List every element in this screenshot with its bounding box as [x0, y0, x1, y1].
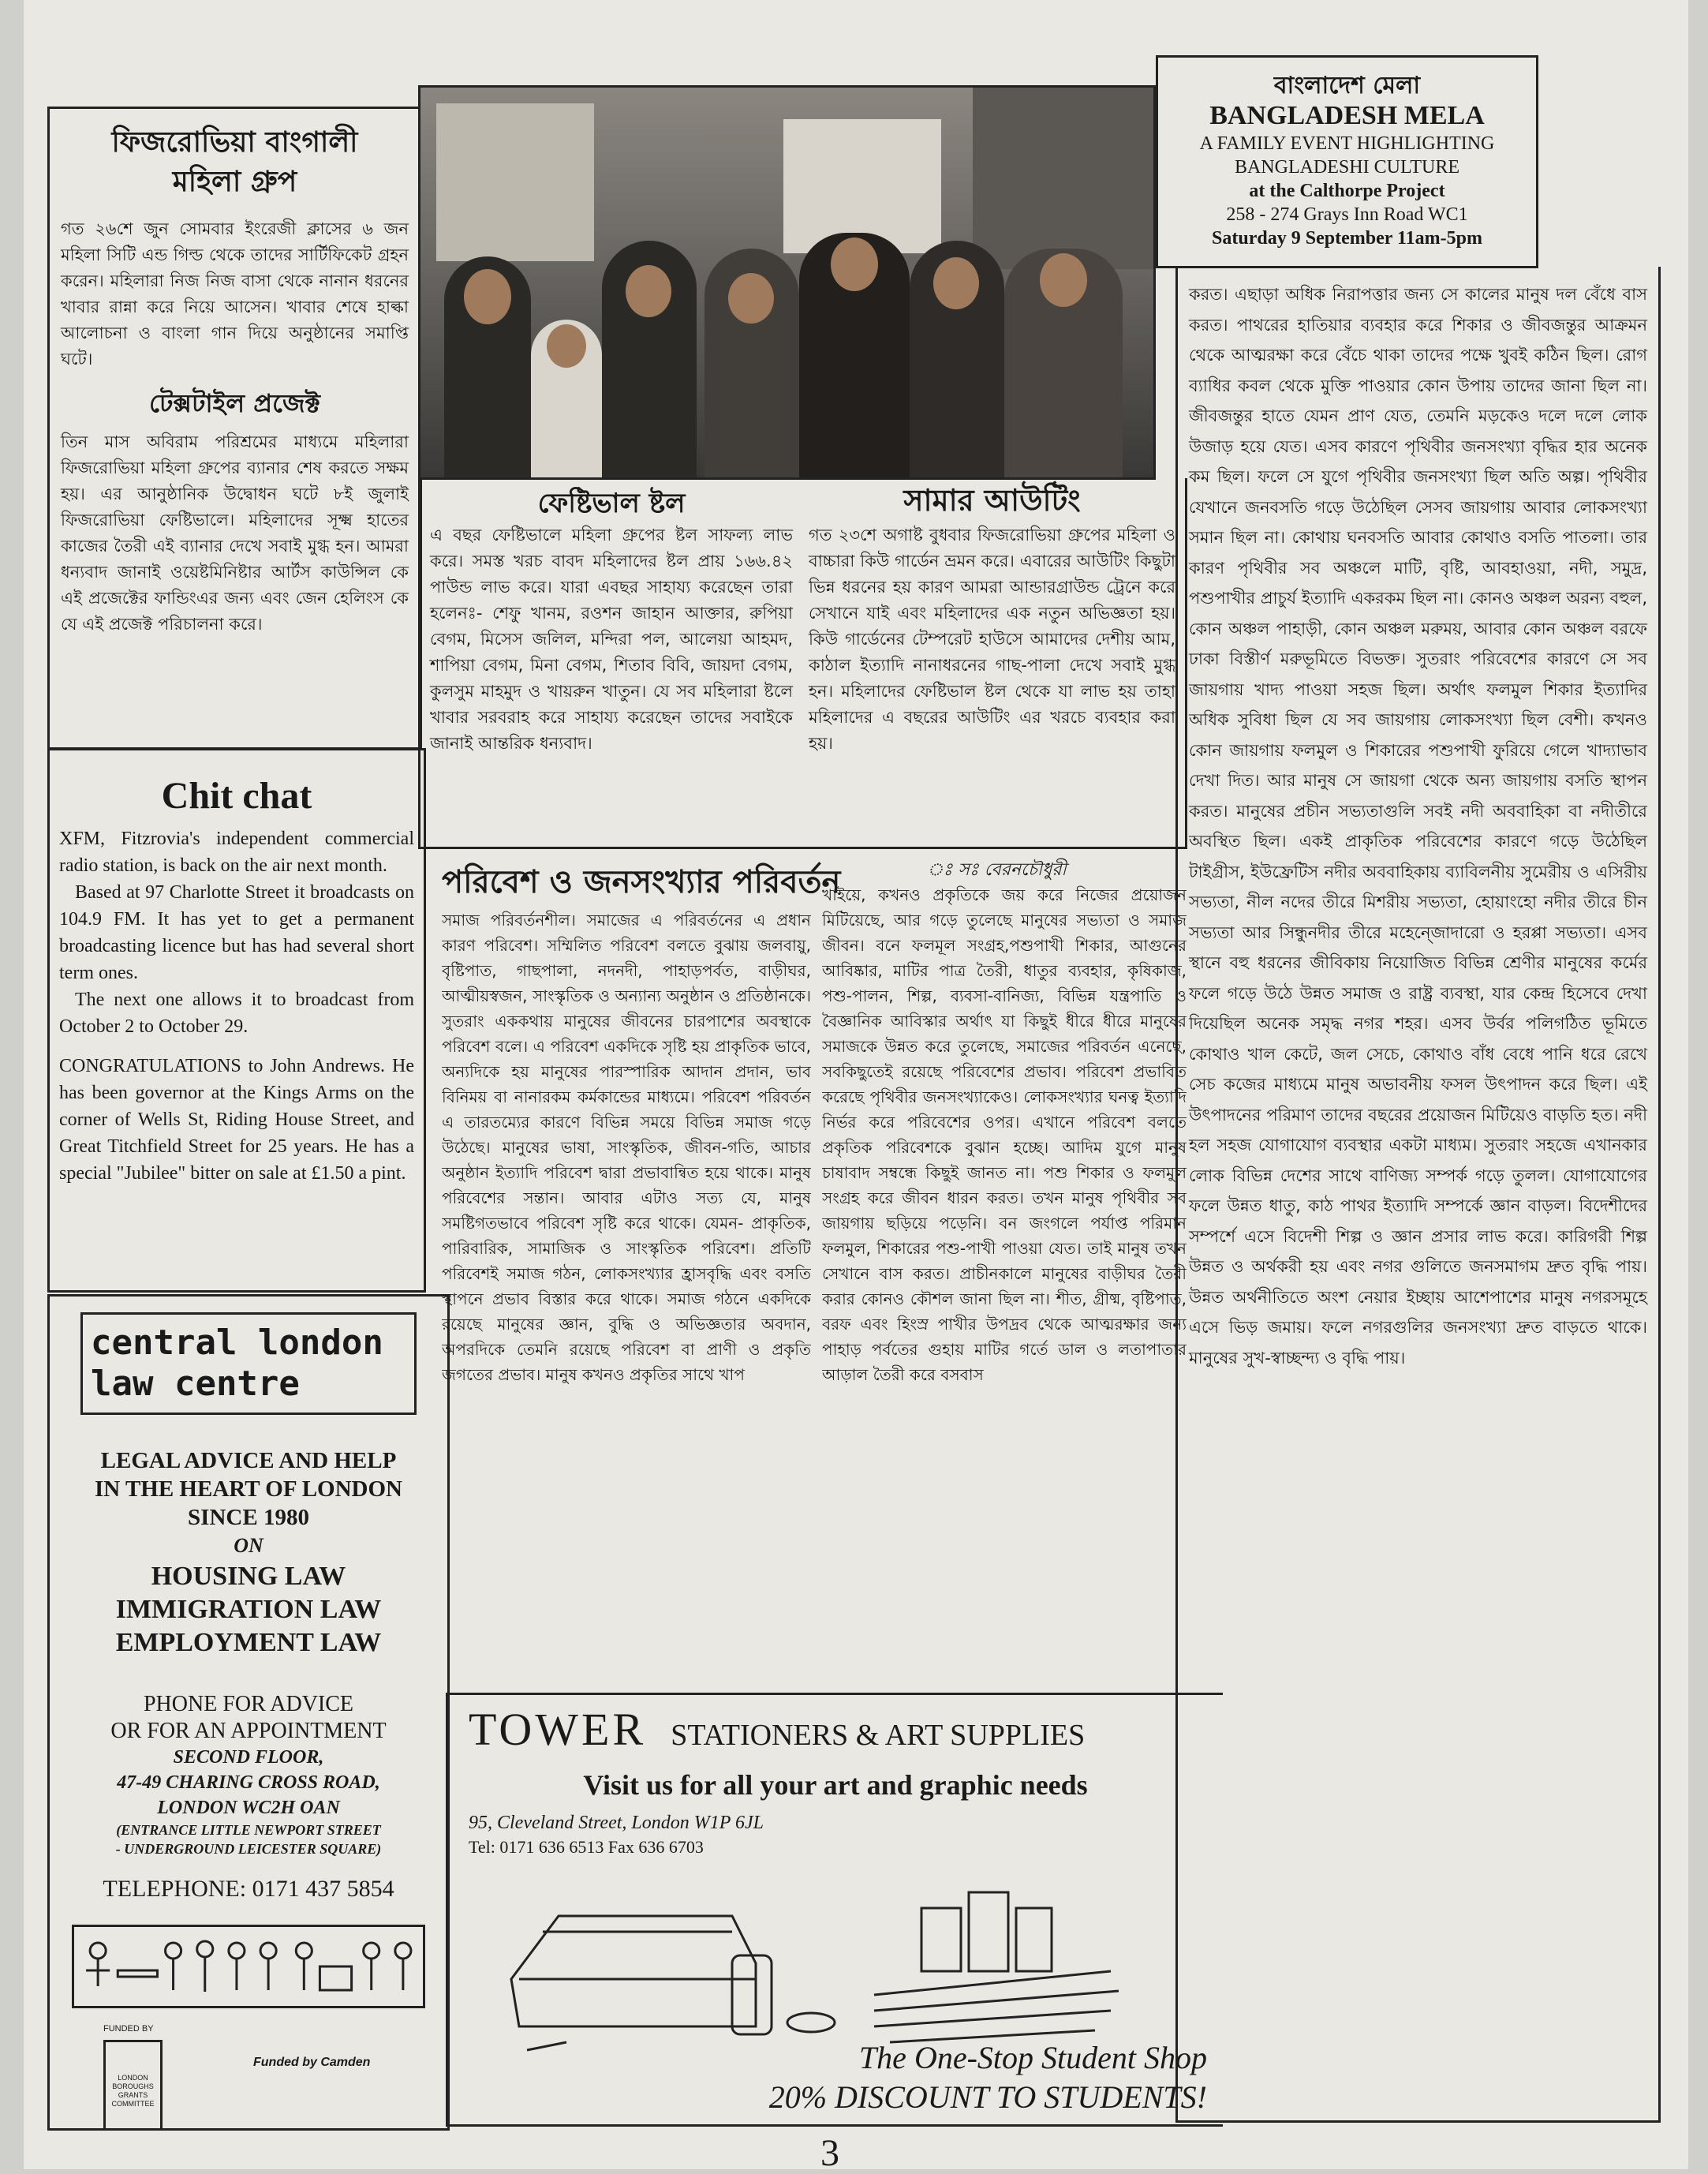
- group-photo: [418, 85, 1156, 480]
- law-addr3: LONDON WC2H OAN: [157, 1798, 340, 1818]
- law-addr4: (ENTRANCE LITTLE NEWPORT STREET: [116, 1822, 381, 1838]
- tower-tagline: Visit us for all your art and graphic needs: [583, 1769, 1088, 1801]
- textile-project-text: তিন মাস অবিরাম পরিশ্রমের মাধ্যমে মহিলারা ফিজরোভিয়া মহিলা গ্রুপের ব্যানার শেষ করতে সক্ষম হয়। এর আনুষ্ঠানিক উদ্বোধন ঘটে ৮ই জুলাই ফিজরোভিয়া ফেষ্টিভালে। মহিলাদের সূক্ষ্ম হাতের কাজের তৈরী এই ব্যানার দেখে সবাই মুগ্ধ হন। আমরা ধন্যবাদ জানাই ওয়েষ্টমিনিষ্টার আর্টস কাউন্সিল কে এই প্রজেক্টের ফান্ডিংএর জন্য এবং জেন হেলিংস কে যে এই প্রজেক্ট পরিচালনা করে।: [61, 432, 409, 634]
- law-addr1: SECOND FLOOR,: [173, 1747, 324, 1768]
- law-centre-logo: [80, 1312, 417, 1415]
- mela-bn-title: বাংলাদেশ মেলা: [1273, 72, 1421, 99]
- law-tagline3: SINCE 1980: [188, 1505, 309, 1530]
- logo-line1: central london: [91, 1323, 383, 1363]
- tower-address: 95, Cleveland Street, London W1P 6JL: [469, 1813, 764, 1833]
- summer-text: গত ২৩শে অগাষ্ট বুধবার ফিজরোভিয়া গ্রুপের মহিলা ও বাচ্চারা কিউ গার্ডেন ভ্রমন করে। এবারের আউটিং কিছুটা ভিন্ন ধরনের হয় কারণ আমরা আন্ডারগ্রাউন্ড ট্রেনে করে সেখানে যাই এবং মহিলাদের এক নতুন অভিজ্ঞতা হয়। কিউ গার্ডেনের টেম্পরেট হাউসে আমাদের দেশীয় আম, কাঠাল ইত্যাদি নানাধরনের গাছ-পালা দেখে সবাই মুগ্ধ হন। মহিলাদের ফেষ্টিভাল ষ্টল থেকে যা লাভ হয় তাহা মহিলাদের এ বছরের আউটিং এর খরচে ব্যবহার করা হয়।: [809, 526, 1175, 753]
- tower-sub: STATIONERS & ART SUPPLIES: [671, 1719, 1086, 1752]
- law-phone1: PHONE FOR ADVICE: [143, 1692, 354, 1716]
- tower-name: TOWER: [469, 1704, 647, 1755]
- funded-by-label: FUNDED BY: [103, 2024, 154, 2034]
- festival-title: ফেষ্টিভাল ষ্টল: [537, 488, 686, 519]
- tower-slogan1: The One-Stop Student Shop: [858, 2040, 1207, 2075]
- chit-chat-p1: XFM, Fitzrovia's independent commercial radio station, is back on the air next month.: [59, 829, 414, 876]
- people-illustration: [72, 1925, 425, 2008]
- environment-byline: ঃ সঃ বেরনচৌধুরী: [927, 860, 1067, 880]
- chit-chat-p3: The next one allows it to broadcast from October 2 to October 29.: [59, 990, 414, 1037]
- festival-text: এ বছর ফেষ্টিভালে মহিলা গ্রুপের ষ্টল সাফল্য লাভ করে। সমস্ত খরচ বাবদ মহিলাদের ষ্টল প্রায় ১৬৬.৪২ পাউন্ড লাভ করে। যারা এবছর সাহায্য করেছেন তারা হলেনঃ- শেফু খানম, রওশন জাহান আক্তার, রুপিয়া বেগম, মিসেস জলিল, মন্দিরা পল, আলেয়া আহমদ, শাপিয়া বেগম, মিনা বেগম, শিতাব বিবি, জায়দা বেগম, কুলসুম মাহমুদ ও খায়রুন খাতুন। যে সব মহিলারা ষ্টলে খাবার সরবরাহ করে সাহায্য করেছেন তাদের সবাইকে জানাই আন্তরিক ধন্যবাদ।: [430, 526, 793, 753]
- mela-title: BANGLADESH MELA: [1209, 101, 1485, 130]
- law-addr5: - UNDERGROUND LEICESTER SQUARE): [115, 1841, 382, 1857]
- art-supplies-drawing: [495, 1884, 1174, 2058]
- law-tagline2: IN THE HEART OF LONDON: [94, 1476, 402, 1502]
- law-phone2: OR FOR AN APPOINTMENT: [110, 1719, 387, 1743]
- summer-article: [809, 478, 1175, 757]
- law-housing: HOUSING LAW: [151, 1562, 346, 1591]
- camden-logo: Funded by Camden: [253, 2056, 371, 2069]
- mela-line1: A FAMILY EVENT HIGHLIGHTING: [1199, 133, 1495, 154]
- page-number: 3: [820, 2132, 839, 2174]
- law-telephone: TELEPHONE: 0171 437 5854: [103, 1876, 394, 1902]
- headline-womens-group: ফিজরোভিয়া বাংগালী মহিলা গ্রুপ: [111, 126, 358, 198]
- bangladesh-mela-box: [1156, 55, 1538, 268]
- law-on: ON: [234, 1534, 263, 1557]
- tower-stationers-ad: [446, 1693, 1223, 2127]
- law-centre-ad: [47, 1294, 450, 2131]
- environment-col2: খাইয়ে, কখনও প্রকৃতিকে জয় করে নিজের প্রয়োজন মিটিয়েছে, আর গড়ে তুলেছে মানুষের সভ্যতা ও সমাজ জীবন। বনে ফলমূল সংগ্রহ,পশুপাখী শিকার, আগুনের আবিষ্কার, মাটির পাত্র তৈরী, ধাতুর ব্যবহার, কৃষিকাজ, পশু-পালন, শিল্প, ব্যবসা-বানিজ্য, বিভিন্ন যন্ত্রপাতি ও বৈজ্ঞানিক আবিস্কার অর্থাৎ যা কিছুই ধীরে ধীরে মানুষের সমাজকে উন্নত করে তুলেছে, সমাজের পরিবর্তন এনেছে, সবকিছুতেই রয়েছে পরিবেশের প্রভাব। পরিবেশ প্রভাবিত করেছে পৃথিবীর জনসংখ্যাকেও। লোকসংখ্যার ঘনত্ব ইত্যাদি নির্ভর করে পরিবেশের ওপর। এখানে পরিবেশ বলতে প্রকৃতিক পরিবেশকে বুঝান হচ্ছে। আদিম যুগে মানুষ চাষাবাদ সম্বন্ধে কিছুই জানত না। পশু শিকার ও ফলমুল সংগ্রহ করে জীবন ধারন করত। তখন মানুষ পৃথিবীর সব জায়গায় ছড়িয়ে পড়েনি। বন জংগলে পর্যাপ্ত পরিমান ফলমুল, শিকারের পশু-পাখী পাওয়া যেত। তাই মানুষ তখন সেখানে বাস করত। প্রাচীনকালে মানুষের বাড়ীঘর তৈরী করার কোনও কৌশল জানা ছিল না। শীত, গ্রীষ্ম, বৃষ্টিপাত, বরফ এবং হিংস্র পাখীর উপদ্রব থেকে আত্মরক্ষার জন্য পাহাড় পর্বতের গুহায় মাটির গর্তে ডাল ও লতাপাতার আড়াল তৈরী করে বসবাস: [822, 885, 1187, 1384]
- law-immigration: IMMIGRATION LAW: [115, 1595, 382, 1624]
- festival-article: [430, 485, 793, 757]
- environment-col3-box: [1175, 267, 1661, 2123]
- environment-col3: করত। এছাড়া অধিক নিরাপত্তার জন্য সে কালের মানুষ দল বেঁধে বাস করত। পাথরের হাতিয়ার ব্যবহার করে শিকার ও জীবজন্তুর আক্রমন থেকে আত্মরক্ষা করে বেঁচে থাকা তাদের পক্ষে খুবই কঠিন ছিল। রোগ ব্যাধির কবল থেকে মুক্তি পাওয়ার কোন উপায় তাদের জানা ছিল না। জীবজন্তুর হাতে যেমন প্রাণ যেত, তেমনি মড়কেও দলে দলে লোক উজাড় হয়ে যেত। এসব কারণে পৃথিবীর জনসংখ্যা বৃদ্ধির হার অনেক কম ছিল। ফলে সে যুগে পৃথিবীর জনসংখ্যা ছিল অতি অল্প। পৃথিবীর যেখানে জনবসতি গড়ে উঠেছিল সেসব জায়গায় আবার লোকসংখ্যা সমান ছিল না। কোথায় ঘনবসতি আবার কোথাও বসতি পাতলা। তার কারণ পৃথিবীর সব অঞ্চলে মাটি, বৃষ্টি, আবহাওয়া, নদী, সমুদ্র, পশুপাখীর প্রাচুর্য ইত্যাদি একরকম ছিল না। কোনও অঞ্চল অরন্য বহুল, কোন অঞ্চল পাহাড়ী, কোন অঞ্চল মরুময়, আবার কোন অঞ্চল বরফে ঢাকা বিস্তীর্ণ মরুভূমিতে বিভক্ত। সুতরাং পরিবেশের কারণে সে সব জায়গায় খাদ্য পাওয়া সহজ ছিল। অর্থাৎ ফলমুল শিকার ইত্যাদির অধিক সুবিধা ছিল যে সব জায়গায় লোকসংখ্যা ছিল বেশী। কখনও কোন জায়গায় ফলমুল ও শিকারের পশুপাখী ফুরিয়ে গেলে খাদ্যাভাব দেখা দিত। আর মানুষ সে জায়গা থেকে অন্য জায়গায় বসতি স্থাপন করত। মানুষের প্রচীন সভ্যতাগুলি সবই নদী অববাহিকা বা নদীতীরে অবস্থিত ছিল। একই প্রাকৃতিক পরিবেশের কারণে গড়ে উঠেছিল টাইগ্রীস, ইউফ্রেটিস নদীর অববাহিকায় ব্যাবিলনীয় সুমেরীয় ও এসিরীয় সভ্যতা, নীল নদের তীরে মিশরীয় সভ্যতা, হোয়াংহো নদীর তীরে চীন সভ্যতা আর সিন্ধুনদীর তীরে মহেন্জোদারো ও হরপ্পা সভ্যতা। এসব স্থানে বহু ধরনের জীবিকায় নিয়োজিত বিভিন্ন শ্রেণীর মানুষের কর্মের ফলে গড়ে উঠে উন্নত সমাজ ও রাষ্ট্র ব্যবস্থা, যার কেন্দ্র হিসেবে দেখা দিয়েছিল অনেক সমৃদ্ধ নগর শহর। এসব উর্বর পলিগঠিত ভূমিতে কোথাও খাল কেটে, জল সেচে, কোথাও বাঁধ বেধে পানি ধরে রেখে সেচ কজের মাধ্যমে মানুষ অভাবনীয় ফসল উৎপাদন করে ছিল। এই উৎপাদনের পরিমাণ তাদের বছরের প্রয়োজন মিটিয়েও বাড়তি হত। নদী হল সহজ যোগাযোগ ব্যবস্থার একটা মাধ্যম। সুতরাং সহজে এখানকার লোক বিভিন্ন দেশের সাথে বাণিজ্য সম্পর্ক গড়ে তুলল। যোগাযোগের ফলে উন্নত ধাতু, কাঠ পাথর ইত্যাদি সম্পর্কে জ্ঞান বাড়ল। বিদেশীদের সম্পর্শে এসে বিদেশী শিল্প ও জ্ঞান প্রসার লাভ করে। কারিগরী শিল্প উন্নত ও অর্থকরী হয় এবং নগর গুলিতে জনসমাগম দ্রুত বৃদ্ধি পায়। উন্নত অর্থনীতিতে অংশ নেয়ার ইচ্ছায় আশেপাশের মানুষ নগরসমূহে এসে ভিড় জমায়। ফলে নগরগুলির জনসংখ্যা দ্রুত বাড়তে থাকে। মানুষের সুখ-স্বাচ্ছন্দ্য ও বৃদ্ধি পায়।: [1189, 285, 1647, 1368]
- chit-chat-p2: Based at 97 Charlotte Street it broadcasts on 104.9 FM. It has yet to get a permanent broadcasting licence but has had several short term ones.: [59, 882, 414, 983]
- mela-line5: Saturday 9 September 11am-5pm: [1212, 228, 1482, 249]
- environment-title: পরিবেশ ও জনসংখ্যার পরিবর্তন: [442, 864, 841, 900]
- tower-slogan2: 20% DISCOUNT TO STUDENTS!: [768, 2079, 1207, 2115]
- mela-line3: at the Calthorpe Project: [1249, 181, 1445, 201]
- mela-line2: BANGLADESHI CULTURE: [1234, 157, 1460, 178]
- law-employment: EMPLOYMENT LAW: [115, 1628, 382, 1657]
- lbgc-logo: [103, 2040, 163, 2131]
- logo-line2: law centre: [91, 1364, 300, 1404]
- womens-group-article: [47, 107, 422, 750]
- tower-tel: Tel: 0171 636 6513 Fax 636 6703: [469, 1837, 704, 1857]
- festival-summer-box: [418, 478, 1187, 849]
- chit-chat-title: Chit chat: [161, 775, 312, 817]
- law-addr2: 47-49 CHARING CROSS ROAD,: [117, 1772, 380, 1793]
- womens-group-text: গত ২৬শে জুন সোমবার ইংরেজী ক্লাসের ৬ জন মহিলা সিটি এন্ড গিল্ড থেকে তাদের সার্টিফিকেট গ্রহন করেন। মহিলারা নিজ নিজ বাসা থেকে নানান ধরনের খাবার রান্না করে নিয়ে আসেন। খাবার শেষে হাল্কা আলোচনা ও বাংলা গান দিয়ে অনুষ্ঠানের সমাপ্তি ঘটে।: [61, 219, 409, 369]
- lbgc-text: LONDON BOROUGHS GRANTS COMMITTEE: [111, 2074, 155, 2108]
- chit-chat-p4: CONGRATULATIONS to John Andrews. He has been governor at the Kings Arms on the corner of Wells St, Riding House Street, and Great Titchfield Street for 25 years. He has a special "Jubilee" bitter on sale at £1.50 a pint.: [59, 1056, 414, 1184]
- chit-chat-box: [47, 748, 426, 1293]
- headline-textile-project: টেক্সটাইল প্রজেক্ট: [149, 388, 320, 418]
- law-tagline1: LEGAL ADVICE AND HELP: [100, 1448, 397, 1473]
- mela-line4: 258 - 274 Grays Inn Road WC1: [1226, 204, 1468, 225]
- environment-col1: সমাজ পরিবর্তনশীল। সমাজের এ পরিবর্তনের এ প্রধান কারণ পরিবেশ। সম্মিলিত পরিবেশ বলতে বুঝায় জলবায়ু, বৃষ্টিপাত, গাছপালা, নদনদী, পাহাড়পর্বত, বাড়ীঘর, আত্মীয়স্বজন, সাংস্কৃতিক ও অন্যান্য অনুষ্ঠান ও প্রতিষ্ঠানকে। সুতরাং এককথায় মানুষের জীবনের চারপাশের অবস্থাকে পরিবেশ বলে। এ পরিবেশ একদিকে সৃষ্টি হয় প্রাকৃতিক ভাবে, অন্যদিকে হয় মানুষের পারস্পারিক আদান প্রদান, ভাব বিনিময় বা নানারকম কর্মকান্ডের মাধ্যমে। পরিবেশ পরিবর্তন এ তারতম্যের কারণে বিভিন্ন সময়ে বিভিন্ন সমাজ গড়ে উঠেছে। মানুষের ভাষা, সাংস্কৃতিক, জীবন-গতি, আচার অনুষ্ঠান ইত্যাদি পরিবেশ দ্বারা প্রভাবান্বিত হয়ে থাকে। মানুষ পরিবেশের সন্তান। আবার এটাও সত্য যে, মানুষ সমষ্টিগতভাবে পরিবেশ সৃষ্টি করে থাকে। যেমন- প্রাকৃতিক, পারিবারিক, সামাজিক ও সাংস্কৃতিক পরিবেশ। প্রতিটি পরিবেশই সমাজ গঠন, লোকসংখ্যার হ্রাসবৃদ্ধি এবং বসতি স্থাপনে প্রভাব বিস্তার করে থাকে। সমাজ গঠনে একদিকে রয়েছে মানুষের জ্ঞান, বুদ্ধি ও অভিজ্ঞতার অবদান, অপরদিকে তেমনি রয়েছে পরিবেশ বা প্রাণী ও প্রকৃতি জগতের প্রভাব। মানুষ কখনও প্রকৃতির সাথে খাপ: [442, 911, 811, 1384]
- photo-wall-posters: [436, 103, 594, 261]
- photo-window: [973, 88, 1156, 269]
- summer-title: সামার আউটিং: [903, 483, 1081, 518]
